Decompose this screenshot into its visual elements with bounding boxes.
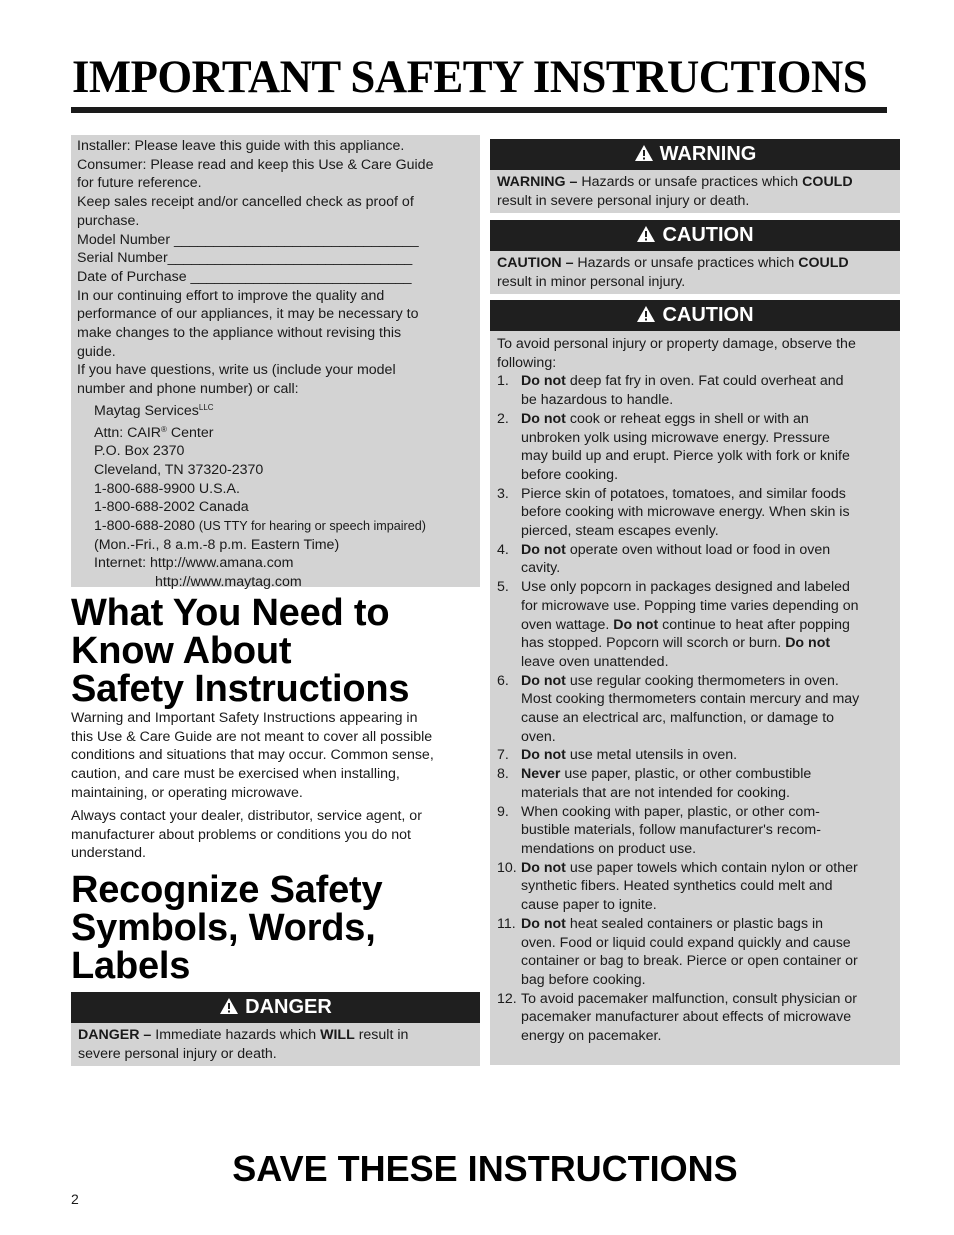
list-item-line: Do not operate oven without load or food in oven (521, 541, 831, 558)
list-item-line: bag before cooking. (521, 971, 646, 988)
phone-usa: 1-800-688-9900 U.S.A. (94, 480, 240, 497)
section-heading-what-you-need: What You Need to Know About Safety Instructions (71, 592, 410, 710)
hours-line: (Mon.-Fri., 8 a.m.-8 p.m. Eastern Time) (94, 536, 340, 553)
list-item-line: container or bag to break. Pierce or open container or (521, 953, 858, 970)
list-item-line: Most cooking thermometers contain mercury and may (521, 691, 860, 708)
phone-tty: 1-800-688-2080 (US TTY for hearing or speech impaired) (94, 518, 426, 535)
warning-triangle-icon (219, 997, 239, 1015)
list-item (497, 990, 893, 1046)
list-item-number: 7. (497, 747, 509, 764)
list-item-line: pierced, steam escapes evenly. (521, 523, 719, 540)
list-item-line: Do not heat sealed containers or plastic bags in (521, 915, 824, 932)
internet-link-maytag: http://www.maytag.com (155, 574, 302, 591)
list-item-line: Do not use metal utensils in oven. (521, 747, 738, 764)
info-line: Keep sales receipt and/or cancelled check as proof of (77, 194, 414, 211)
list-item (497, 372, 893, 409)
list-item-line: synthetic fibers. Heated synthetics could melt and (521, 878, 833, 895)
page-number: 2 (71, 1191, 79, 1207)
list-item-line: oven. (521, 728, 556, 745)
warning-definition: WARNING – Hazards or unsafe practices which COULD result in severe personal injury or death. (490, 170, 900, 213)
caution-definition: CAUTION – Hazards or unsafe practices which COULD result in minor personal injury. (490, 251, 900, 294)
list-item (497, 915, 893, 990)
page-title: IMPORTANT SAFETY INSTRUCTIONS (72, 51, 868, 103)
address-line: P.O. Box 2370 (94, 443, 185, 460)
list-item (497, 541, 893, 578)
section-paragraph: Always contact your dealer, distributor, service agent, or manufacturer about problems or conditions you do not understand. (71, 808, 422, 862)
list-item-number: 11. (497, 915, 516, 932)
contact-info-box (71, 135, 480, 591)
list-item-number: 9. (497, 803, 509, 820)
caution-list-signal-bar: CAUTION (490, 300, 900, 331)
list-item-line: mendations on product use. (521, 840, 697, 857)
section-heading-recognize-symbols: Recognize Safety Symbols, Words, Labels (71, 869, 383, 987)
warning-triangle-icon (634, 144, 654, 162)
list-item-number: 3. (497, 485, 509, 502)
danger-definition: DANGER – Immediate hazards which WILL result in severe personal injury or death. (71, 1023, 480, 1066)
phone-canada: 1-800-688-2002 Canada (94, 499, 249, 516)
list-item-number: 2. (497, 410, 509, 427)
section-paragraph: Warning and Important Safety Instructions appearing in this Use & Care Guide are not meant to cover all possible conditions and situations that may occur. Common sense, caution, and care must be exercised when installing, maintaining, or operating microwave. (71, 710, 434, 801)
warning-signal-bar: WARNING (490, 139, 900, 170)
list-item (497, 485, 893, 541)
list-item (497, 859, 893, 915)
list-item-number: 4. (497, 541, 509, 558)
warning-triangle-icon (636, 225, 656, 243)
caution-items (497, 372, 893, 1045)
title-rule (71, 107, 887, 113)
list-item-line: When cooking with paper, plastic, or other com- (521, 803, 820, 820)
list-item-line: Do not use paper towels which contain nylon or other (521, 859, 858, 876)
list-item-line: oven. Food or liquid could expand quickly and cause (521, 934, 851, 951)
save-instructions-heading: SAVE THESE INSTRUCTIONS (232, 1148, 738, 1189)
danger-signal-bar: DANGER (71, 992, 480, 1023)
serial-number-field: Serial Number_______________________________ (77, 250, 413, 267)
model-number-field: Model Number _______________________________ (77, 231, 419, 248)
info-line: In our continuing effort to improve the quality and (77, 287, 385, 304)
list-item-line: be hazardous to handle. (521, 392, 674, 409)
list-item-line: cause an electrical arc, malfunction, or damage to (521, 710, 835, 727)
list-item-number: 12. (497, 990, 517, 1007)
list-item-line: oven wattage. Do not continue to heat after popping (521, 616, 850, 633)
list-item (497, 765, 893, 802)
list-item-line: Do not cook or reheat eggs in shell or with an (521, 410, 809, 427)
list-item-number: 8. (497, 766, 509, 783)
list-item-line: energy on pacemaker. (521, 1028, 662, 1045)
info-line: make changes to the appliance without revising this (77, 325, 402, 342)
internet-link-amana: Internet: http://www.amana.com (94, 555, 294, 572)
list-item (497, 672, 893, 747)
info-line: purchase. (77, 212, 140, 229)
list-item-line: bustible materials, follow manufacturer's recom- (521, 822, 821, 839)
list-item-number: 1. (497, 373, 509, 390)
list-item-line: for microwave use. Popping time varies depending on (521, 597, 859, 614)
info-line: If you have questions, write us (include your model (77, 362, 396, 379)
company-name: Maytag Services$^{LLC}$ (94, 402, 214, 419)
list-item-number: 10. (497, 859, 517, 876)
list-item-line: Do not use regular cooking thermometers in oven. (521, 672, 839, 689)
list-item-line: leave oven unattended. (521, 653, 669, 670)
caution-instructions-list (490, 331, 900, 1065)
info-line: Installer: Please leave this guide with this appliance. (77, 138, 405, 154)
info-line: number and phone number) or call: (77, 381, 299, 398)
list-item-line: before cooking with microwave energy. When skin is (521, 504, 850, 521)
attention-line: Attn: CAIR® Center (94, 424, 214, 441)
list-item-number: 6. (497, 672, 509, 689)
info-line: performance of our appliances, it may be necessary to (77, 306, 419, 323)
list-item-line: cause paper to ignite. (521, 897, 657, 914)
date-of-purchase-field: Date of Purchase ____________________________ (77, 268, 412, 285)
list-item (497, 410, 893, 485)
list-item-line: Do not deep fat fry in oven. Fat could overheat and (521, 373, 844, 390)
list-item-line: before cooking. (521, 466, 619, 483)
list-item-line: Never use paper, plastic, or other combustible (521, 766, 812, 783)
list-item (497, 578, 893, 672)
list-item-line: To avoid pacemaker malfunction, consult physician or (521, 990, 857, 1007)
info-line: for future reference. (77, 175, 202, 192)
warning-triangle-icon (636, 305, 656, 323)
caution-signal-bar: CAUTION (490, 220, 900, 251)
list-item-line: Use only popcorn in packages designed and labeled (521, 579, 850, 596)
list-item-line: unbroken yolk using microwave energy. Pressure (521, 429, 830, 446)
caution-intro: To avoid personal injury or property damage, observe the following: (497, 336, 856, 371)
list-item (497, 803, 893, 859)
list-item-line: materials that are not intended for cooking. (521, 784, 790, 801)
info-line: guide. (77, 343, 116, 360)
list-item-line: may build up and erupt. Pierce yolk with fork or knife (521, 448, 850, 465)
list-item-line: pacemaker manufacturer about effects of microwave (521, 1009, 852, 1026)
info-line: Consumer: Please read and keep this Use & Care Guide (77, 156, 434, 173)
list-item-line: cavity. (521, 560, 561, 577)
list-item-line: has stopped. Popcorn will scorch or burn. Do not (521, 635, 831, 652)
list-item (497, 746, 893, 765)
list-item-line: Pierce skin of potatoes, tomatoes, and similar foods (521, 485, 846, 502)
list-item-number: 5. (497, 579, 509, 596)
address-line: Cleveland, TN 37320-2370 (94, 461, 264, 478)
